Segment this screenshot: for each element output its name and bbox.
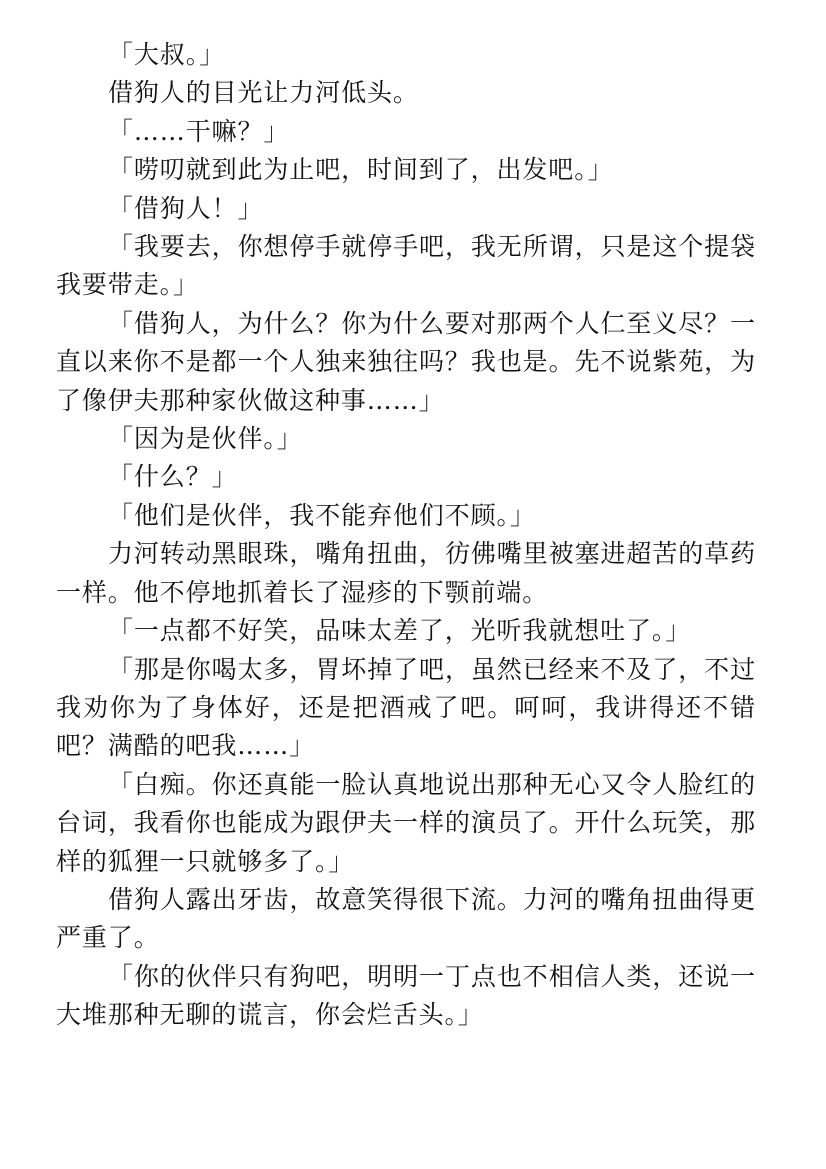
paragraph: 「借狗人！」 xyxy=(108,193,264,223)
paragraph: 「因为是伙伴。」 xyxy=(108,424,303,454)
document-page xyxy=(56,36,756,1035)
paragraph: 「借狗人，为什么？你为什么要对那两个人仁至义尽？一直以来你不是都一个人独来独往吗？我也是。先不说紫苑，为了像伊夫那种家伙做这种事……」 xyxy=(56,308,756,415)
paragraph: 「那是你喝太多，胃坏掉了吧，虽然已经来不及了，不过我劝你为了身体好，还是把酒戒了吧。呵呵，我讲得还不错吧？满酷的吧我……」 xyxy=(56,654,756,761)
paragraph: 「……干嘛？」 xyxy=(108,116,290,146)
paragraph: 「我要去，你想停手就停手吧，我无所谓，只是这个提袋我要带走。」 xyxy=(56,232,756,300)
paragraph: 「什么？」 xyxy=(108,462,238,492)
paragraph: 「唠叨就到此为止吧，时间到了，出发吧。」 xyxy=(108,155,614,185)
paragraph: 「白痴。你还真能一脸认真地说出那种无心又令人脸红的台词，我看你也能成为跟伊夫一样的演员了。开什么玩笑，那样的狐狸一只就够多了。」 xyxy=(56,769,756,876)
paragraph: 「大叔。」 xyxy=(108,40,226,69)
paragraph: 力河转动黑眼珠，嘴角扭曲，彷佛嘴里被塞进超苦的草药一样。他不停地抓着长了湿疹的下颚前端。 xyxy=(56,539,756,607)
paragraph: 「你的伙伴只有狗吧，明明一丁点也不相信人类，还说一大堆那种无聊的谎言，你会烂舌头。」 xyxy=(56,961,756,1030)
paragraph: 「一点都不好笑，品味太差了，光听我就想吐了。」 xyxy=(108,616,692,646)
paragraph: 「他们是伙伴，我不能弃他们不顾。」 xyxy=(108,500,536,530)
paragraph: 借狗人露出牙齿，故意笑得很下流。力河的嘴角扭曲得更严重了。 xyxy=(56,884,756,953)
paragraph: 借狗人的目光让力河低头。 xyxy=(108,78,419,108)
